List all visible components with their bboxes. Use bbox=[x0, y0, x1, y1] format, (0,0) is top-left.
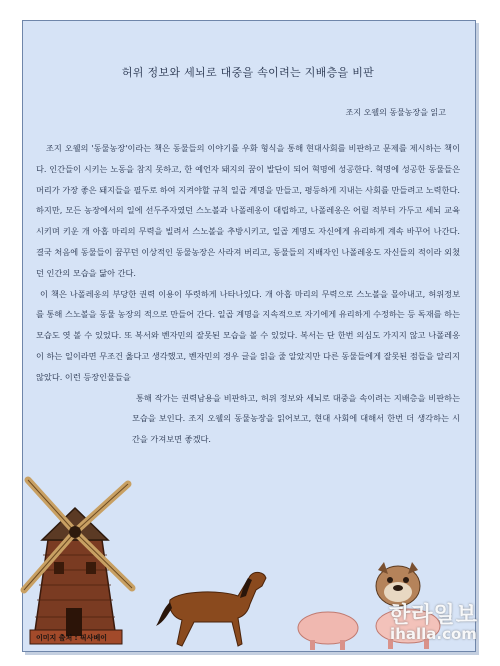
image-credit: 이미지 출처 : 픽사베이 bbox=[36, 634, 107, 642]
watermark-url: ihalla.com bbox=[390, 625, 477, 643]
watermark bbox=[389, 598, 478, 643]
essay-paragraph-2-main: 이 책은 나폴레옹의 부당한 권력 이용이 뚜렷하게 나타나있다. 개 아홉 마리의 무력으로 스노볼을 몰아내고, 허위정보를 통해 스노볼을 동물 농장의 적으로 만들어 간다. 일곱 계명을 지속적으로 자기에게 유리하게 수정하는 등 독재를 하는 모습도 엿 볼 수 있었다. 또 복서와 벤자민의 잘못된 모습을 볼 수 있었다. 복서는 단 한번 의심도 가지지 않고 나폴레옹이 하는 일이라면 무조건 옳다고 생각했고, 벤자민의 경우 글을 읽을 줄 알았지만 다른 동물들에게 잘못된 점들을 알리지 않았다. 이런 등장인물들을 bbox=[36, 288, 460, 382]
essay-paragraph-2 bbox=[36, 284, 460, 450]
essay-paragraph-1: 조지 오웰의 '동물농장'이라는 책은 동물들의 이야기를 우화 형식을 통해 현대사회를 비판하고 문제를 제시하는 책이다. 인간들이 시키는 노동을 참지 못하고, 한 예언자 돼지의 꿈이 발단이 되어 혁명에 성공한다. 혁명에 성공한 동물들은 머리가 가장 좋은 돼지들을 필두로 하여 지켜야할 규칙 일곱 계명을 만들고, 평등하게 지내는 사회를 만들려고 노력한다. 하지만, 모든 농장에서의 일에 선두주자였던 스노볼과 나폴레옹이 대립하고, 나폴레옹은 어릴 적부터 가두고 세뇌 교육 시키며 키운 개 아홉 마리의 무력을 빌려서 스노볼을 추방시키고, 일곱 계명도 자신에게 유리하게 계속 바꾸어 나간다. 결국 처음에 동물들이 꿈꾸던 이상적인 동물농장은 사라져 버리고, 동물들의 지배자인 나폴레옹도 자신들의 적이라 외쳤던 인간의 모습을 닮아 간다. bbox=[36, 143, 460, 278]
essay-body bbox=[36, 138, 460, 450]
windmill-illustration bbox=[10, 470, 150, 650]
essay-paragraph-2-inset: 통해 작가는 권력남용을 비판하고, 허위 정보와 세뇌로 대중을 속이려는 지배층을 비판하는 모습을 보인다. 조지 오웰의 동물농장을 읽어보고, 현대 사회에 대해서 한번 더 생각하는 시간을 가져보면 좋겠다. bbox=[132, 392, 460, 445]
horse-illustration bbox=[152, 560, 272, 660]
page-title: 허위 정보와 세뇌로 대중을 속이려는 지배층을 비판 bbox=[121, 66, 375, 79]
watermark-logo-text: 한라일보 bbox=[388, 603, 478, 628]
page-subtitle: 조지 오웰의 동물농장을 읽고 bbox=[345, 108, 446, 117]
